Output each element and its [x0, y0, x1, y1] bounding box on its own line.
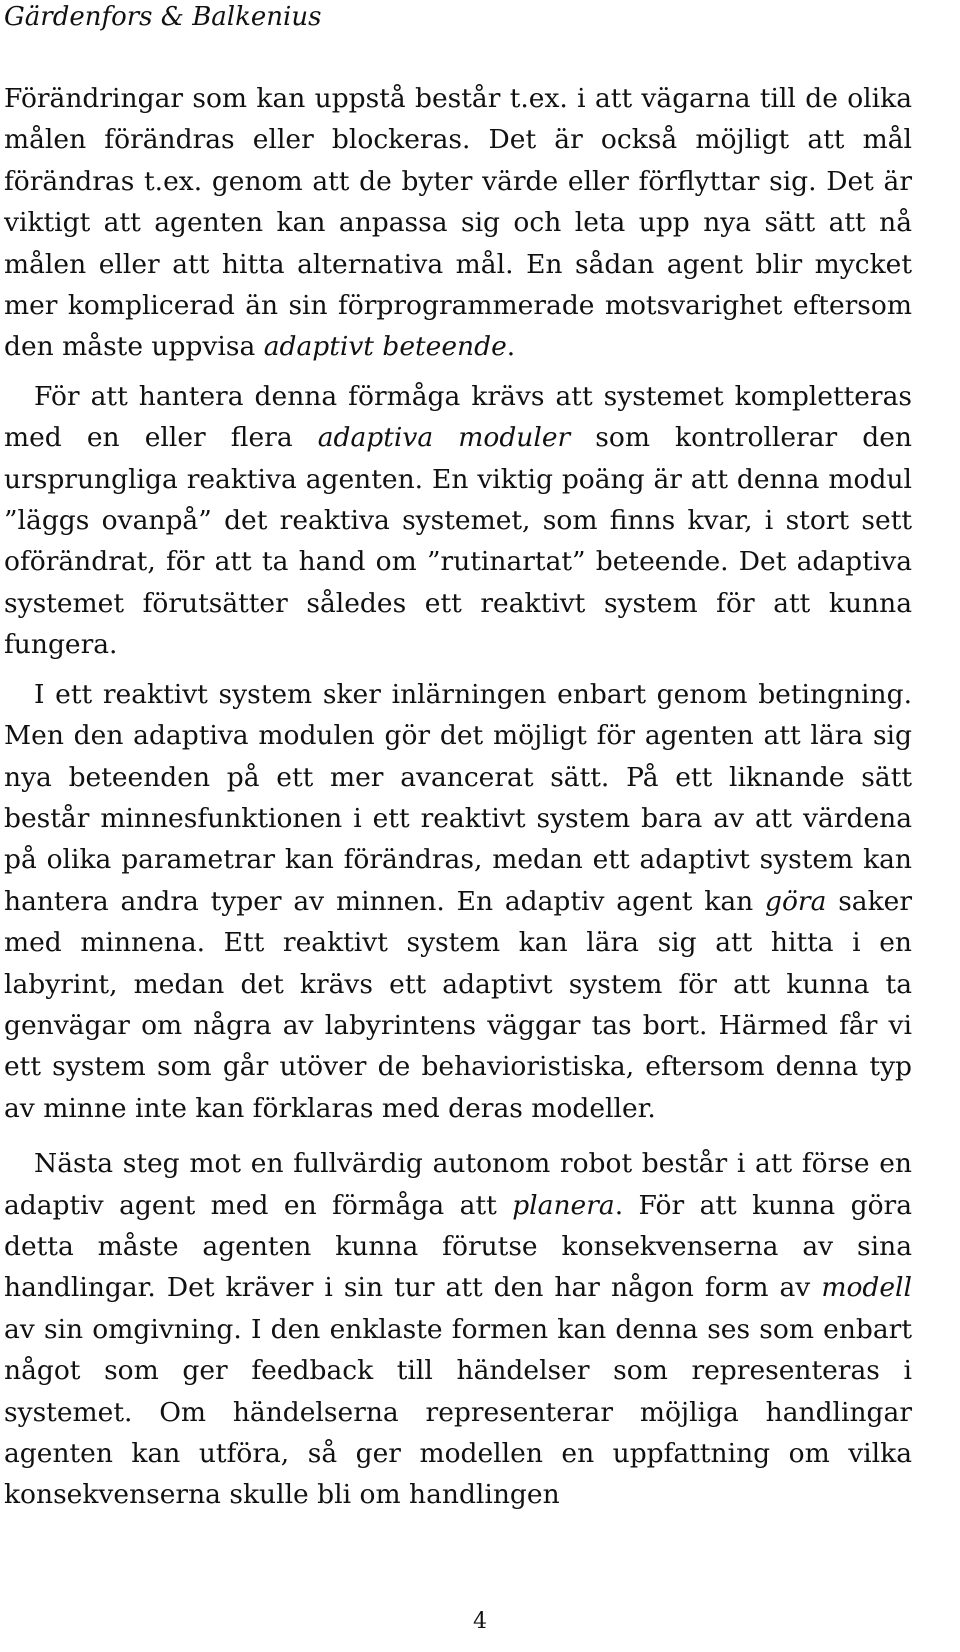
paragraph-3-text-2: saker med minnena. Ett reaktivt system kan lära sig att hitta i en labyrint, medan det krävs ett adaptivt system för att kunna ta genvägar om några av labyrintens väggar tas bort. Härmed får vi ett system som går utöver de behavioristiska, eftersom denna typ av minne inte kan förklaras med deras modeller. — [4, 885, 913, 1124]
paragraph-2-text-2: som kontrollerar den ursprungliga reaktiva agenten. En viktig poäng är att denna modul ”läggs ovanpå” det reaktiva systemet, som finns kvar, i stort sett oförändrat, för att ta hand om ”rutinartat” beteende. Det adaptiva systemet förutsätter således ett reaktivt system för att kunna fungera. — [4, 422, 912, 661]
paragraph-1-emphasis-1: adaptivt beteende — [263, 331, 507, 363]
paragraph-1-text-2: . — [506, 331, 516, 363]
paragraph-3 — [4, 674, 912, 1129]
paragraph-4-text-1: Nästa steg mot en fullvärdig autonom robot består i att förse en adaptiv agent med en förmåga att — [4, 1148, 912, 1221]
paragraph-2-emphasis-1: adaptiva moduler — [317, 422, 571, 454]
paragraph-4-text-3: av sin omgivning. I den enklaste formen kan denna ses som enbart något som ger feedback till händelser som representeras i systemet. Om händelserna representerar möjliga handlingar agenten kan utföra, så ger modellen en uppfattning om vilka konsekvenserna skulle bli om handlingen — [4, 1313, 912, 1511]
paragraph-1-text-1: Förändringar som kan uppstå består t.ex. i att vägarna till de olika målen förändras eller blockeras. Det är också möjligt att mål förändras t.ex. genom att de byter värde eller förflyttar sig. Det är viktigt att agenten kan anpassa sig och leta upp nya sätt att nå målen eller att hitta alternativa mål. En sådan agent blir mycket mer komplicerad än sin förprogrammerade motsvarighet eftersom den måste uppvisa — [4, 83, 912, 363]
paragraph-4 — [4, 1143, 912, 1516]
paragraph-3-emphasis-1: göra — [765, 885, 827, 917]
page-number: 4 — [473, 1609, 487, 1634]
paragraph-1 — [4, 78, 912, 368]
paragraph-3-text-1: I ett reaktivt system sker inlärningen enbart genom betingning. Men den adaptiva modulen gör det möjligt för agenten att lära sig nya beteenden på ett mer avancerat sätt. På ett liknande sätt består minnesfunktionen i ett reaktivt system bara av att värdena på olika parametrar kan förändras, medan ett adaptivt system kan hantera andra typer av minnen. En adaptiv agent kan — [4, 678, 912, 917]
body-text — [4, 78, 912, 1516]
paragraph-2-text-1: För att hantera denna förmåga krävs att systemet kompletteras med en eller flera — [4, 380, 912, 454]
paragraph-4-text-2: . För att kunna göra detta måste agenten kunna förutse konsekvenserna av sina handlingar. Det kräver i sin tur att den har någon form av — [4, 1189, 912, 1304]
paragraph-4-emphasis-1: planera — [512, 1189, 615, 1221]
paragraph-2 — [4, 376, 912, 666]
paragraph-4-emphasis-2: modell — [821, 1272, 912, 1304]
running-header: Gärdenfors & Balkenius — [4, 2, 322, 32]
